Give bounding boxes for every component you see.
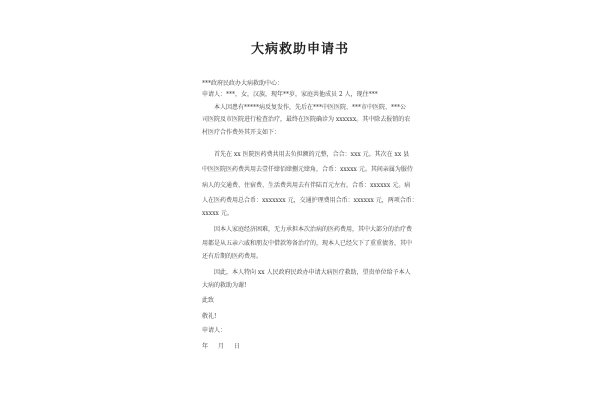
paragraph3-line: 还有后期的医药费用。 [202, 253, 263, 260]
paragraph3-line: 因本人家庭经济困难，无力承担本次治病的医药费用，其中大部分的治疗费 [214, 226, 413, 233]
paragraph3-line: 用都是从五亲六戚和朋友中借款筹备治疗的，现本人已经欠下了重重债务，其中 [202, 240, 413, 247]
paragraph1-line: 村医疗合作费外其开支如下： [202, 129, 281, 136]
paragraph1-line: 本人因患有*****病反复发作，先后在***中医医院、***市中医院、***公 [214, 104, 407, 111]
date-month: 月 [218, 343, 225, 350]
paragraph4-line: 大病的救助为谢! [202, 282, 247, 289]
applicant-info-line: 申请人：***，女，汉族，现年**岁，家庭共他成员 2 人，现住*** [202, 91, 378, 98]
signature-label: 申请人： [202, 327, 227, 334]
paragraph2-line: 病人的交通费、住宿费、生活费共用去有伴陆百元左右，合币：xxxxxx 元。病 [202, 182, 411, 189]
date-day: 日 [234, 343, 241, 350]
paragraph2-line: 首先在 xx 医院医药费共用去负担额的元整，合合：xxx 元。其次在 xx 县 [214, 151, 410, 158]
paragraph2-line: 中医医院医药费共用去壹仟肆佰肆捌元肆角，合币：xxxxx 元。其间亲属为服侍 [202, 166, 413, 173]
paragraph4-line: 因此，本人特向 xx 人民政府民政办申请大病医疗救助，望贵单位给予本人 [214, 269, 411, 276]
paragraph2-line: 人在医药费用总合币：xxxxxxx 元，交通护理费用合币：xxxxxx 元，两项合币： [202, 197, 418, 204]
document-title: 大病救助申请书 [250, 42, 349, 57]
recipient-line: ***政府民政办大病救助中心： [202, 80, 284, 87]
closing-line: 此致 [202, 297, 215, 304]
paragraph1-line: 司医院及市医院进行检查治疗，最终在医院确诊为 xxxxxx。其中除去报销的农 [202, 116, 411, 123]
paragraph2-line: xxxxx 元。 [202, 210, 233, 217]
date-year: 年 [202, 343, 209, 350]
closing-line: 敬礼! [202, 313, 217, 320]
